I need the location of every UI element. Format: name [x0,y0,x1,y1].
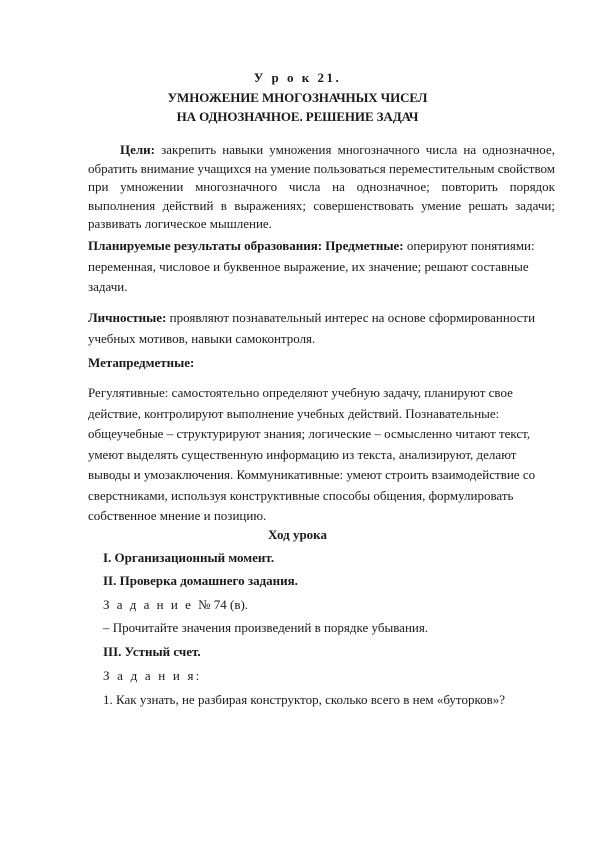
regulative-paragraph: Регулятивные: самостоятельно определяют учебную задачу, планируют свое действие, контролируют выполнение учебных действий. Познавательные: общеучебные – структурируют знания; логические – осмысленно читают текст, умеют выделять существенную информацию из текста, анализируют, делают выводы и умозаключения. Коммуникативные: умеют строить взаимодействие со сверстниками, используя конструктивные способы общения, формулировать собственное мнение и позицию. [88,385,536,523]
question-1: 1. Как узнать, не разбирая конструктор, сколько всего в нем «буторков»? [103,692,506,707]
goals-label: Цели: [120,142,155,157]
personal-results-label: Личностные: [88,310,167,325]
lesson-title-line-2: НА ОДНОЗНАЧНОЕ. РЕШЕНИЕ ЗАДАЧ [176,109,419,124]
stage-oral-count: III. Устный счет. [103,644,201,659]
planned-results-label: Планируемые результаты образования: Предметные: [88,238,404,253]
lesson-title-line-1: УМНОЖЕНИЕ МНОГОЗНАЧНЫХ ЧИСЕЛ [167,90,428,105]
lesson-course-heading: Ход урока [268,527,327,542]
stage-homework-check: II. Проверка домашнего задания. [103,573,298,588]
stage-org-moment: I. Организационный момент. [103,550,275,565]
task-instruction: – Прочитайте значения произведений в порядке убывания. [103,620,429,635]
metasubject-label: Метапредметные: [88,355,195,370]
lesson-number: У р о к 21. [253,70,342,85]
goals-text: закрепить навыки умножения многозначного числа на однозначное, обратить внимание учащихся на умение пользоваться переместительным свойством при умножении многозначного числа на однозначное; повторить порядок выполнения действий в выражениях; совершенствовать умение решать задачи; развивать логическое мышление. [88,142,555,231]
personal-results-text: проявляют познавательный интерес на основе сформированности учебных мотивов, навыки самоконтроля. [88,310,536,346]
personal-results-paragraph [88,308,558,349]
task-line [103,597,248,613]
planned-results-paragraph [88,236,558,298]
task-number: № 74 (в). [198,597,249,612]
planned-results-text: оперируют понятиями: переменная, числовое и буквенное выражение, их значение; решают составные задачи. [88,238,535,294]
tasks-label: З а д а н и я: [103,668,202,683]
goals-paragraph [88,141,555,234]
task-label: З а д а н и е [103,597,193,612]
